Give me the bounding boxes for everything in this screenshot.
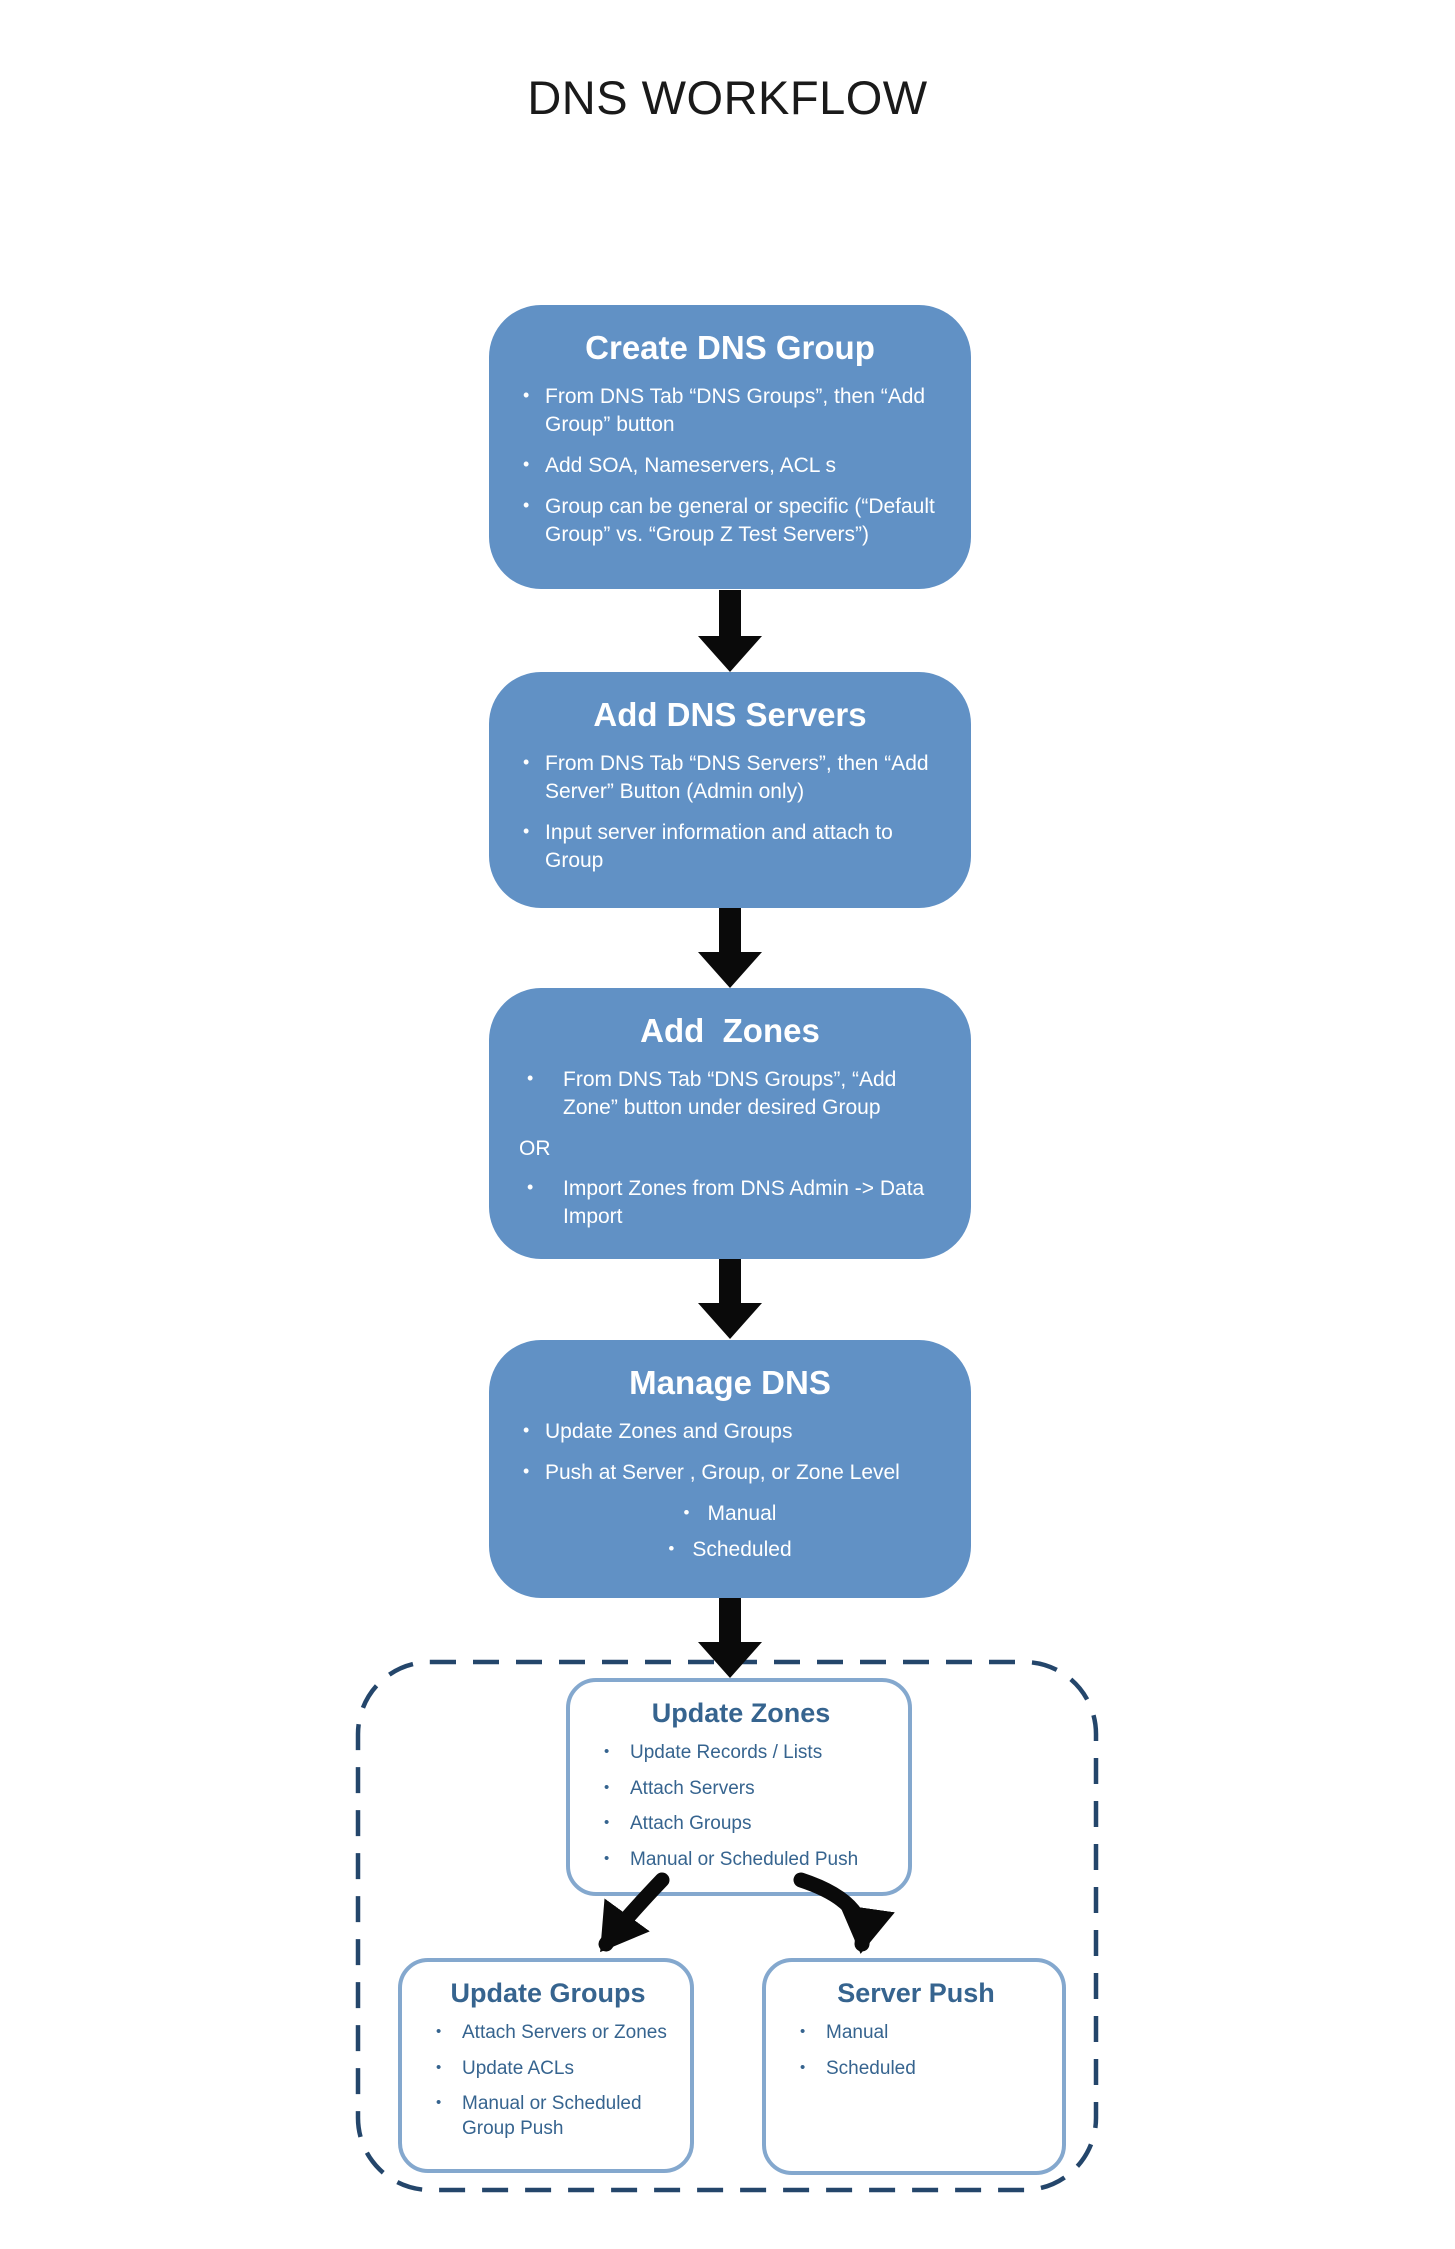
bullet-item: • Update Zones and Groups (519, 1418, 941, 1446)
bullet-item: • Scheduled (792, 2057, 1040, 2082)
bullet-item: • From DNS Tab “DNS Groups”, “Add Zone” button under desired Group (519, 1066, 941, 1122)
page-title: DNS WORKFLOW (527, 71, 928, 124)
detail-box-title: Server Push (837, 1978, 995, 2008)
flow-box-title: Add Zones (640, 1012, 820, 1049)
down-arrow-icon (698, 1259, 762, 1339)
or-label: OR (519, 1136, 551, 1160)
bullet-item: • Add SOA, Nameservers, ACL s (519, 452, 941, 480)
flow-box-title: Manage DNS (629, 1364, 831, 1401)
bullet-item: • Group can be general or specific (“Default Group” vs. “Group Z Test Servers”) (519, 493, 941, 549)
flow-box-add-zones (489, 988, 971, 1259)
bullet-item: • From DNS Tab “DNS Servers”, then “Add Server” Button (Admin only) (519, 750, 941, 806)
detail-box-update-zones (566, 1678, 912, 1896)
down-arrow-icon (698, 1598, 762, 1678)
flow-box-title: Add DNS Servers (593, 696, 867, 733)
bullet-item: • Manual (792, 2021, 1040, 2046)
sub-bullet-item: • Manual (684, 1500, 777, 1527)
bullet-item: • Update ACLs (428, 2057, 668, 2082)
flow-box-create-dns-group (489, 305, 971, 589)
detail-box-server-push (762, 1958, 1066, 2175)
flow-box-add-dns-servers (489, 672, 971, 908)
bullet-item: • Attach Servers (596, 1777, 886, 1802)
detail-box-title: Update Groups (450, 1978, 646, 2008)
bullet-item: • Input server information and attach to Group (519, 819, 941, 875)
bullet-item: • From DNS Tab “DNS Groups”, then “Add Group” button (519, 383, 941, 439)
bullet-item: • Push at Server , Group, or Zone Level (519, 1459, 941, 1487)
down-arrow-icon (698, 908, 762, 988)
detail-box-title: Update Zones (651, 1698, 831, 1728)
bullet-item: • Manual or Scheduled Group Push (428, 2092, 668, 2141)
sub-bullet-item: • Scheduled (668, 1536, 791, 1563)
bullet-item: • Attach Groups (596, 1812, 886, 1837)
down-arrow-icon (698, 590, 762, 672)
flow-box-manage-dns (489, 1340, 971, 1598)
bullet-item: • Import Zones from DNS Admin -> Data Import (519, 1175, 941, 1231)
bullet-item: • Attach Servers or Zones (428, 2021, 668, 2046)
bullet-item: • Manual or Scheduled Push (596, 1848, 886, 1873)
flow-box-title: Create DNS Group (585, 329, 875, 366)
detail-box-update-groups (398, 1958, 694, 2173)
bullet-item: • Update Records / Lists (596, 1741, 886, 1766)
